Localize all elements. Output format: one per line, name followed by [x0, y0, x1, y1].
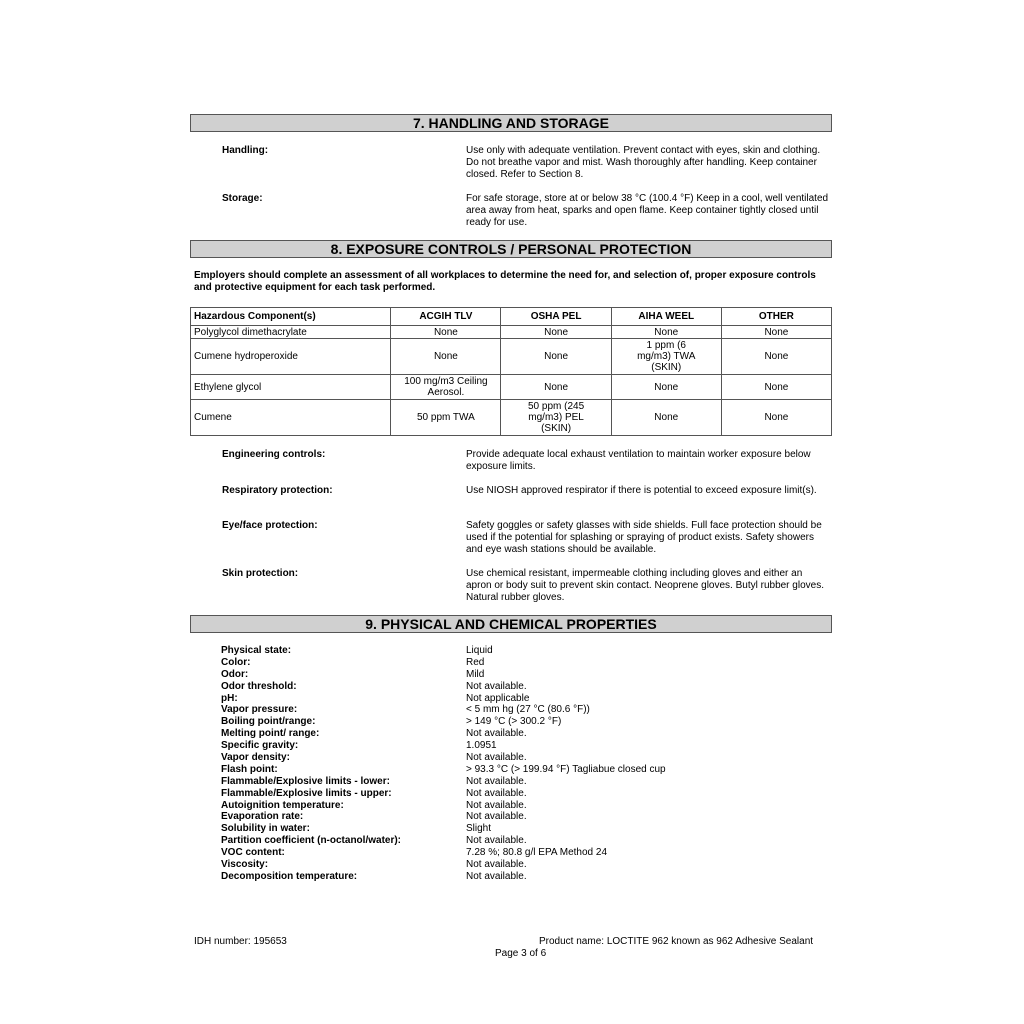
property-value: Not available.: [466, 728, 527, 740]
skin-protection-label: Skin protection:: [222, 568, 299, 579]
property-value: > 149 °C (> 300.2 °F): [466, 716, 562, 728]
property-value: 7.28 %; 80.8 g/l EPA Method 24: [466, 847, 608, 859]
table-cell: 50 ppm (245 mg/m3) PEL (SKIN): [501, 400, 611, 436]
property-label: Specific gravity:: [221, 740, 299, 752]
property-value: Red: [466, 656, 485, 668]
property-value: Not applicable: [466, 692, 530, 704]
table-cell: None: [391, 326, 501, 339]
exposure-intro: Employers should complete an assessment of all workplaces to determine the need for, and selection of, proper exposure controls and protective equipment for each task performed.: [194, 270, 816, 293]
section-9-heading: 9. PHYSICAL AND CHEMICAL PROPERTIES: [190, 615, 832, 633]
property-label: Boiling point/range:: [221, 716, 316, 728]
property-row: [221, 835, 831, 847]
property-value: Slight: [466, 823, 492, 835]
property-value: > 93.3 °C (> 199.94 °F) Tagliabue closed cup: [466, 763, 666, 775]
property-row: [221, 740, 831, 752]
property-value: Mild: [466, 668, 485, 680]
table-cell: None: [501, 326, 611, 339]
property-row: [221, 716, 831, 728]
property-label: Vapor density:: [221, 752, 290, 764]
property-label: Flammable/Explosive limits - lower:: [221, 775, 390, 787]
property-label: VOC content:: [221, 847, 285, 859]
property-row: [221, 811, 831, 823]
property-label: Vapor pressure:: [221, 704, 298, 716]
table-header-cell: Hazardous Component(s): [191, 308, 391, 326]
property-label: Flammable/Explosive limits - upper:: [221, 787, 392, 799]
property-row: [221, 871, 831, 883]
handling-label: Handling:: [222, 145, 269, 156]
table-row: [191, 375, 832, 400]
property-row: [221, 704, 831, 716]
engineering-controls-text: Provide adequate local exhaust ventilation to maintain worker exposure below exposure limits.: [466, 449, 811, 472]
table-cell: None: [721, 375, 831, 400]
property-label: Flash point:: [221, 763, 278, 775]
property-label: Partition coefficient (n-octanol/water):: [221, 835, 402, 847]
table-header-cell: AIHA WEEL: [611, 308, 721, 326]
table-cell: Cumene hydroperoxide: [191, 339, 391, 375]
skin-protection-text: Use chemical resistant, impermeable clothing including gloves and either an apron or body suit to prevent skin contact. Neoprene gloves. Butyl rubber gloves. Natural rubber gloves.: [466, 568, 824, 603]
table-cell: 1 ppm (6 mg/m3) TWA (SKIN): [611, 339, 721, 375]
handling-text: Use only with adequate ventilation. Prevent contact with eyes, skin and clothing. Do not breathe vapor and mist. Wash thoroughly after handling. Keep container closed. Refer to Section 8.: [466, 145, 821, 180]
section-8-heading: 8. EXPOSURE CONTROLS / PERSONAL PROTECTION: [190, 240, 832, 258]
table-cell: Polyglycol dimethacrylate: [191, 326, 391, 339]
table-header-cell: OSHA PEL: [501, 308, 611, 326]
property-row: [221, 693, 831, 705]
property-label: Physical state:: [221, 645, 292, 656]
footer-idh-number: IDH number: 195653: [194, 936, 287, 947]
property-value: Not available.: [466, 799, 527, 811]
property-row: [221, 847, 831, 859]
property-row: [221, 728, 831, 740]
table-cell: Ethylene glycol: [191, 375, 391, 400]
property-label: Melting point/ range:: [221, 728, 320, 740]
storage-text: For safe storage, store at or below 38 °C (100.4 °F) Keep in a cool, well ventilated area away from heat, sparks and open flame. Keep container tightly closed until ready for use.: [466, 193, 829, 228]
property-label: Odor threshold:: [221, 680, 297, 692]
table-cell: 100 mg/m3 Ceiling Aerosol.: [391, 375, 501, 400]
property-label: Odor:: [221, 668, 249, 680]
property-value: Not available.: [466, 775, 527, 787]
property-value: Not available.: [466, 752, 527, 764]
property-row: [221, 859, 831, 871]
property-row: [221, 669, 831, 681]
property-row: [221, 788, 831, 800]
table-cell: None: [721, 400, 831, 436]
engineering-controls-label: Engineering controls:: [222, 449, 326, 460]
property-row: [221, 681, 831, 693]
section-7-heading: 7. HANDLING AND STORAGE: [190, 114, 832, 132]
table-header-cell: ACGIH TLV: [391, 308, 501, 326]
property-label: Solubility in water:: [221, 823, 310, 835]
eye-face-protection-label: Eye/face protection:: [222, 520, 318, 531]
physical-properties-list: [221, 645, 831, 883]
table-cell: None: [611, 400, 721, 436]
eye-face-protection-text: Safety goggles or safety glasses with side shields. Full face protection should be used if the potential for splashing or spraying of product exists. Safety showers and eye wash stations should be available.: [466, 520, 822, 555]
table-cell: Cumene: [191, 400, 391, 436]
property-row: [221, 764, 831, 776]
property-row: [221, 752, 831, 764]
property-row: [221, 823, 831, 835]
table-cell: 50 ppm TWA: [391, 400, 501, 436]
table-cell: None: [721, 339, 831, 375]
table-header-cell: OTHER: [721, 308, 831, 326]
property-value: < 5 mm hg (27 °C (80.6 °F)): [466, 704, 590, 716]
table-header-row: [191, 308, 832, 326]
table-row: [191, 339, 832, 375]
property-row: [221, 800, 831, 812]
table-row: [191, 400, 832, 436]
table-cell: None: [501, 375, 611, 400]
property-label: Decomposition temperature:: [221, 870, 358, 882]
property-label: Autoignition temperature:: [221, 799, 344, 811]
table-cell: None: [611, 326, 721, 339]
table-cell: None: [611, 375, 721, 400]
property-label: Evaporation rate:: [221, 811, 304, 823]
property-value: Not available.: [466, 870, 527, 882]
table-row: [191, 326, 832, 339]
property-row: [221, 645, 831, 657]
property-value: Liquid: [466, 645, 493, 656]
respiratory-protection-text: Use NIOSH approved respirator if there is potential to exceed exposure limit(s).: [466, 485, 817, 496]
respiratory-protection-label: Respiratory protection:: [222, 485, 333, 496]
exposure-limits-table: [190, 307, 832, 436]
property-value: Not available.: [466, 835, 527, 847]
property-value: Not available.: [466, 680, 527, 692]
property-label: Color:: [221, 656, 251, 668]
property-value: Not available.: [466, 811, 527, 823]
table-cell: None: [721, 326, 831, 339]
property-label: pH:: [221, 692, 238, 704]
property-row: [221, 657, 831, 669]
table-cell: None: [391, 339, 501, 375]
footer-page-number: Page 3 of 6: [495, 948, 547, 959]
property-value: Not available.: [466, 787, 527, 799]
property-label: Viscosity:: [221, 859, 269, 871]
storage-label: Storage:: [222, 193, 263, 204]
property-value: Not available.: [466, 859, 527, 871]
footer-product-name: Product name: LOCTITE 962 known as 962 Adhesive Sealant: [539, 936, 814, 947]
table-cell: None: [501, 339, 611, 375]
property-value: 1.0951: [466, 740, 497, 752]
property-row: [221, 776, 831, 788]
